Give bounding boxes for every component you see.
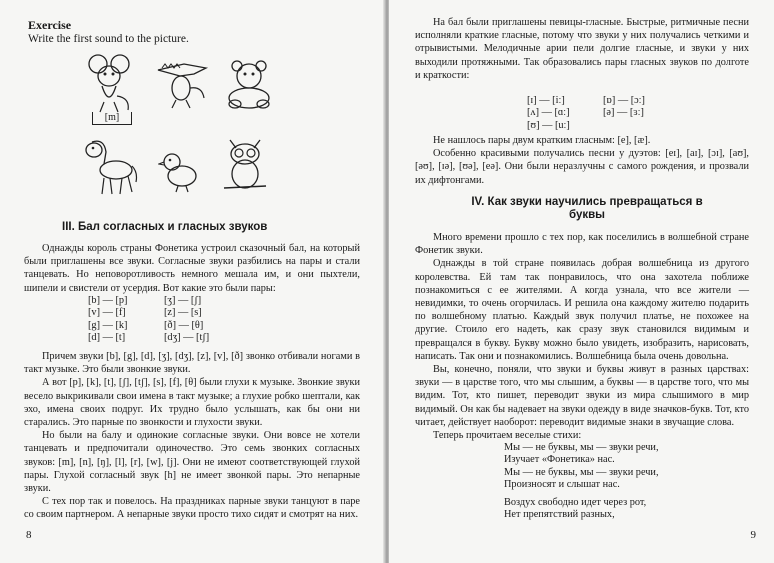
owl-picture bbox=[222, 134, 268, 196]
pair-row bbox=[88, 320, 209, 332]
poem-line: Воздух свободно идет через рот, bbox=[504, 497, 647, 509]
pair-cell: [dʒ] — [tʃ] bbox=[164, 331, 210, 343]
pair-cell: [ʊ] — [uː] bbox=[527, 119, 570, 131]
paragraph-1: На бал были приглашены певицы-гласные. Быстрые, ритмичные песни исполняли краткие гласные, потому что звуки у них получались четкими и отрывистыми. Мелодичные арии пели долгие гласные, и звуки у них выходили протяжными. Так образовались пары гласных звуков по долготе и краткости: bbox=[415, 17, 749, 81]
pair-row bbox=[88, 295, 209, 307]
pair-row bbox=[527, 120, 645, 132]
paragraph-2: Причем звуки [b], [g], [d], [ʒ], [dʒ], [z], [v], [ð] звонко отбивали ногами в такт музыке. Это были звонкие звуки. bbox=[24, 351, 360, 376]
poem bbox=[504, 442, 659, 522]
paragraph-group bbox=[415, 134, 749, 187]
paragraph bbox=[24, 242, 360, 295]
consonant-pairs bbox=[88, 295, 209, 344]
exercise-instruction: Write the first sound to the picture. bbox=[28, 33, 189, 45]
paragraph-4: Много времени прошло с тех пор, как поселились в волшебной стране Фонетик звуки. bbox=[415, 232, 749, 257]
section-heading: IV. Как звуки научились превращаться в буквы bbox=[471, 196, 703, 221]
section-heading: III. Бал согласных и гласных звуков bbox=[62, 221, 268, 233]
pair-cell: [v] — [f] bbox=[88, 307, 126, 319]
right-page bbox=[389, 0, 774, 563]
pair-cell: [ɒ] — [ɔː] bbox=[603, 95, 645, 106]
paragraph-group bbox=[24, 350, 360, 522]
horse-picture bbox=[82, 136, 138, 198]
pair-row bbox=[88, 307, 209, 319]
paragraph bbox=[415, 16, 749, 82]
pair-cell: [g] — [k] bbox=[88, 319, 128, 331]
paragraph-3: А вот [p], [k], [t], [ʃ], [tʃ], [s], [f], [θ] были глухи к музыке. Звонкие звуки весело выкрикивали свои имена в такт музыке; а глухие робко шептали, как эхо, имена своих подруг. Их трудно было услышать, как бы они ни старались. Это парные по звонкости и глухости звуки. bbox=[24, 377, 360, 429]
bear-picture bbox=[222, 58, 276, 110]
poem-line: Изучает «Фонетика» нас. bbox=[504, 454, 615, 466]
pair-cell: [d] — [t] bbox=[88, 331, 126, 343]
page-number: 8 bbox=[26, 529, 32, 541]
pair-row bbox=[527, 107, 645, 119]
paragraph-1: Однажды король страны Фонетика устроил сказочный бал, на который были приглашены все звуки. Согласные звуки разбились на пары и стали танцевать. Но неповоротливость немного мешала им, и они пыхтели, шипели и свистели от усердия. Вот какие это были пары: bbox=[24, 243, 360, 294]
pair-cell: [ɪ] — [iː] bbox=[527, 95, 565, 106]
paragraph-7: Теперь прочитаем веселые стихи: bbox=[433, 430, 582, 442]
paragraph-5: Однажды в той стране появилась добрая волшебница из другого королевства. Ей там так понравилось, что она захотела поближе познакомиться с ее жителями. А когда узнала, что все жители — невидимки, то очень огорчилась. И решила она каждому жителю подарить по волшебному платью. Каждый звук получил платье, не похожее на другие. Стоило его надеть, как сразу звук становился видимым и превращался в букву. Букву можно было увидеть, изобразить, нарисовать, написать. Так они и познакомились. Волшебница была очень довольна. bbox=[415, 258, 749, 362]
poem-line: Произносят и слышат нас. bbox=[504, 478, 620, 490]
pair-cell: [ʌ] — [ɑː] bbox=[527, 107, 570, 119]
paragraph-2: Не нашлось пары двум кратким гласным: [e], [æ]. bbox=[433, 135, 651, 146]
pair-row bbox=[88, 332, 209, 344]
paragraph-6: Вы, конечно, поняли, что звуки и буквы живут в разных царствах: звуки — в царстве того, что мы слышим, а буквы — в царстве того, что мы видим. Тот, кто пишет, переводит звуки из мира слышимого в мир видимый. Он как бы надевает на звуки одежду в виде значков-букв. Тот, кто читает, действует наоборот: переводит видимые знаки в звучащие слова. bbox=[415, 364, 749, 428]
pair-cell: [ə] — [ɜː] bbox=[603, 107, 644, 119]
paragraph-5: С тех пор так и повелось. На праздниках парные звуки танцуют в паре со своим партнером. А непарные звуки просто тихо сидят и смотрят на них. bbox=[24, 496, 360, 521]
pair-cell: [ð] — [θ] bbox=[164, 319, 204, 331]
pair-cell: [b] — [p] bbox=[88, 295, 128, 306]
poem-line: Нет препятствий разных, bbox=[504, 509, 615, 521]
vowel-pairs bbox=[527, 95, 645, 132]
poem-line: Мы — не буквы, мы — звуки речи, bbox=[504, 466, 659, 478]
crocodile-picture bbox=[154, 58, 212, 110]
pair-row bbox=[527, 95, 645, 107]
exercise-title: Exercise bbox=[28, 18, 72, 32]
left-page bbox=[0, 0, 385, 563]
chick-picture bbox=[158, 150, 200, 194]
paragraph-4: Но были на балу и одинокие согласные звуки. Они вовсе не хотели танцевать и предпочитали одиночество. Это семь звонких согласных звуков: [m], [n], [ŋ], [l], [r], [w], [j]. Они не имеют соответствующей глухой пары. Глухой согласный звук [h] не имеет звонкой пары. Это непарные звуки. bbox=[24, 430, 360, 495]
pair-cell: [ʒ] — [ʃ] bbox=[164, 295, 202, 306]
pair-cell: [z] — [s] bbox=[164, 307, 202, 319]
page-number: 9 bbox=[750, 529, 756, 541]
paragraph-3: Особенно красивыми получались песни у дуэтов: [eɪ], [aɪ], [ɔɪ], [aʊ], [əʊ], [ɪə], [ʊə], [eə]. Они были неразлучны с самого рождения, и прозвали их дифтонгами. bbox=[415, 148, 749, 186]
paragraph-group bbox=[415, 231, 749, 442]
poem-line: Мы — не буквы, мы — звуки речи, bbox=[504, 442, 659, 453]
answer-box[interactable]: [m] bbox=[92, 112, 132, 125]
mouse-picture bbox=[84, 52, 136, 114]
